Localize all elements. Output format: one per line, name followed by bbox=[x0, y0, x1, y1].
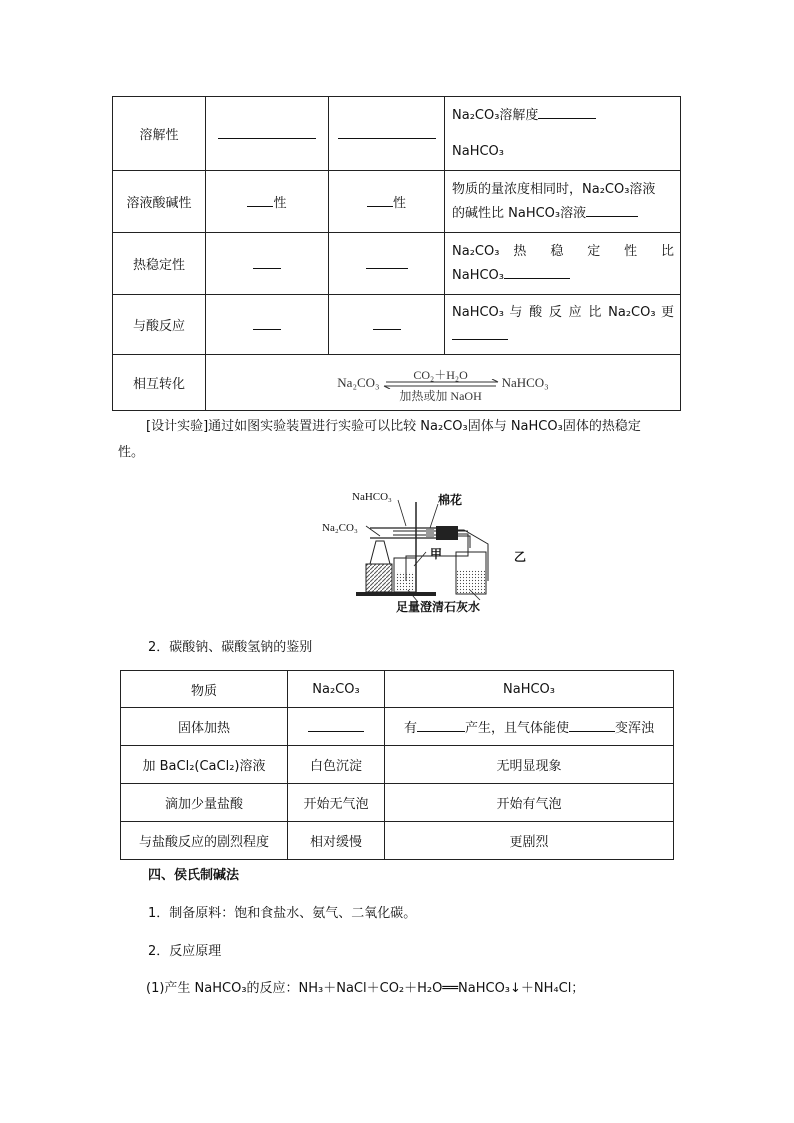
row-label: 固体加热 bbox=[121, 708, 288, 746]
table-row bbox=[113, 97, 681, 171]
answer-blank[interactable] bbox=[218, 124, 316, 139]
cell-text: 产生，且气体能使 bbox=[464, 721, 569, 736]
cell-text: NaHCO₃ bbox=[452, 143, 504, 159]
header-cell: 物质 bbox=[121, 671, 288, 708]
table-row bbox=[113, 171, 681, 233]
answer-blank[interactable] bbox=[308, 717, 364, 732]
table-row bbox=[121, 822, 674, 860]
description-cell bbox=[445, 295, 681, 355]
cell-text: NaHCO₃ 与 酸 反 应 比 Na₂CO₃ 更 bbox=[452, 304, 674, 320]
answer-blank[interactable] bbox=[253, 254, 281, 269]
description-cell bbox=[445, 171, 681, 233]
equilibrium-arrows bbox=[382, 366, 500, 403]
cell: 开始有气泡 bbox=[385, 784, 674, 822]
cell-text: Na₂CO₃溶解度 bbox=[452, 107, 539, 123]
answer-blank[interactable] bbox=[367, 192, 393, 207]
cell-text: 物质的量浓度相同时，Na₂CO₃溶液 bbox=[452, 181, 656, 197]
answer-blank[interactable] bbox=[253, 315, 281, 330]
conversion-top-label: CO₂＋H₂O bbox=[413, 367, 468, 382]
row-label: 溶液酸碱性 bbox=[113, 171, 206, 233]
reaction-equation: (1)产生 NaHCO₃的反应：NH₃＋NaCl＋CO₂＋H₂O══NaHCO₃↓＋NH₄Cl； bbox=[146, 981, 585, 996]
answer-blank[interactable] bbox=[373, 315, 401, 330]
cell-text: 的碱性比 NaHCO₃溶液 bbox=[452, 205, 587, 221]
label-yi: 乙 bbox=[514, 550, 527, 564]
answer-blank[interactable] bbox=[538, 104, 596, 119]
answer-blank-cell bbox=[206, 233, 329, 295]
description-cell bbox=[445, 97, 681, 171]
row-label: 与盐酸反应的剧烈程度 bbox=[121, 822, 288, 860]
answer-blank-cell bbox=[329, 171, 445, 233]
answer-blank[interactable] bbox=[338, 124, 436, 139]
apparatus-figure bbox=[318, 486, 538, 616]
table-row bbox=[113, 233, 681, 295]
cell bbox=[385, 708, 674, 746]
row-label: 滴加少量盐酸 bbox=[121, 784, 288, 822]
cell: 更剧烈 bbox=[385, 822, 674, 860]
paragraph: 1．制备原料：饱和食盐水、氨气、二氧化碳。 bbox=[148, 906, 417, 921]
design-line-1: [设计实验]通过如图实验装置进行实验可以比较 Na₂CO₃固体与 NaHCO₃固体的热稳定 bbox=[146, 419, 641, 434]
cell-text: NaHCO₃ bbox=[452, 267, 504, 283]
row-label: 溶解性 bbox=[113, 97, 206, 171]
answer-blank[interactable] bbox=[247, 192, 273, 207]
answer-blank-cell bbox=[206, 97, 329, 171]
design-paragraph bbox=[146, 414, 706, 440]
answer-blank[interactable] bbox=[569, 717, 615, 732]
cell: 相对缓慢 bbox=[288, 822, 385, 860]
answer-blank[interactable] bbox=[586, 202, 638, 217]
label-nahco3: NaHCO₃ bbox=[352, 491, 392, 503]
description-cell bbox=[445, 233, 681, 295]
comparison-table bbox=[112, 96, 681, 411]
design-line-2: 性。 bbox=[118, 445, 145, 460]
table-row bbox=[121, 784, 674, 822]
answer-blank-cell bbox=[329, 295, 445, 355]
table-row bbox=[113, 295, 681, 355]
label-cotton: 棉花 bbox=[438, 493, 463, 507]
conversion-right: NaHCO₃ bbox=[501, 374, 549, 390]
cell: 开始无气泡 bbox=[288, 784, 385, 822]
answer-blank[interactable] bbox=[504, 264, 570, 279]
section-title: 四、侯氏制碱法 bbox=[148, 868, 240, 883]
header-cell: Na₂CO₃ bbox=[288, 671, 385, 708]
conversion-bottom-label: 加热或加 NaOH bbox=[399, 388, 482, 403]
answer-blank-cell bbox=[206, 171, 329, 233]
conversion-cell bbox=[206, 355, 681, 411]
cell: 无明显现象 bbox=[385, 746, 674, 784]
answer-blank[interactable] bbox=[452, 325, 508, 340]
answer-blank-cell bbox=[329, 233, 445, 295]
answer-blank-cell bbox=[206, 295, 329, 355]
row-label: 相互转化 bbox=[113, 355, 206, 411]
cell-text: Na₂CO₃ 热 稳 定 性 比 bbox=[452, 243, 674, 259]
table-row bbox=[121, 671, 674, 708]
conversion-left: Na₂CO₃ bbox=[337, 374, 380, 390]
table-row bbox=[121, 708, 674, 746]
answer-blank[interactable] bbox=[417, 717, 465, 732]
row-label: 与酸反应 bbox=[113, 295, 206, 355]
answer-blank-cell bbox=[288, 708, 385, 746]
table-row bbox=[113, 355, 681, 411]
section-title: 2．碳酸钠、碳酸氢钠的鉴别 bbox=[148, 640, 313, 655]
label-jia: 甲 bbox=[430, 547, 443, 561]
header-cell: NaHCO₃ bbox=[385, 671, 674, 708]
answer-blank-cell bbox=[329, 97, 445, 171]
label-lime-water: 足量澄清石灰水 bbox=[396, 600, 481, 614]
cell-text: 性 bbox=[273, 196, 287, 211]
label-na2co3: Na₂CO₃ bbox=[322, 522, 358, 534]
row-label: 加 BaCl₂(CaCl₂)溶液 bbox=[121, 746, 288, 784]
paragraph: 2．反应原理 bbox=[148, 944, 222, 959]
identification-table bbox=[120, 670, 674, 860]
cell: 白色沉淀 bbox=[288, 746, 385, 784]
cell-text: 性 bbox=[392, 196, 406, 211]
cell-text: 变浑浊 bbox=[615, 721, 655, 736]
cell-text: 有 bbox=[403, 721, 417, 736]
answer-blank[interactable] bbox=[366, 254, 408, 269]
row-label: 热稳定性 bbox=[113, 233, 206, 295]
table-row bbox=[121, 746, 674, 784]
